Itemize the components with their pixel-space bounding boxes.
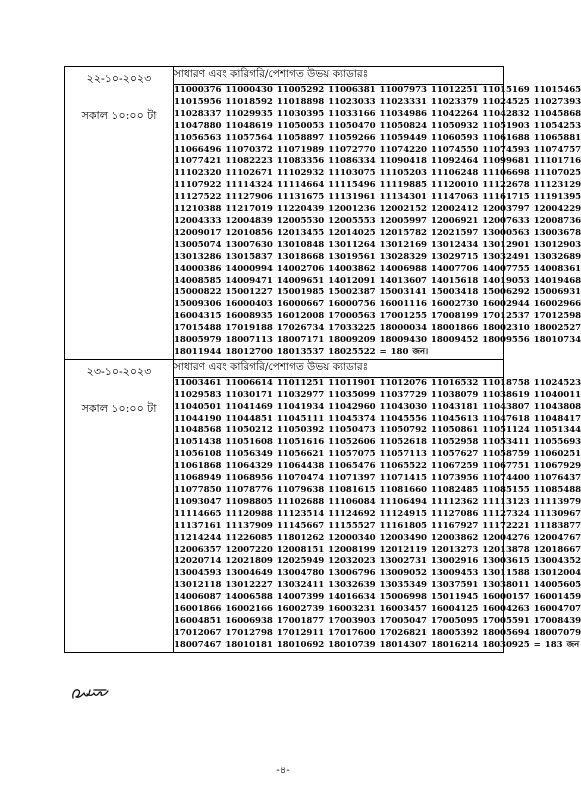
roll-numbers-cell <box>174 377 581 652</box>
roll-number-line: 11056108 11056349 11056621 11057075 11057113 11057627 11058759 11060251 <box>174 449 581 460</box>
roll-number-line: 11000376 11000430 11005292 11006381 11007973 11012251 11015169 11015465 <box>174 85 581 95</box>
roll-numbers-cell <box>174 85 581 360</box>
roll-number-line: 12009017 12010856 12013455 12014025 12015782 12021597 13000563 13003678 <box>174 227 581 238</box>
date-time-cell <box>65 359 174 652</box>
roll-number-line: 11028337 11029935 11030395 11033166 11034986 11042264 11042832 11045868 <box>174 108 581 119</box>
exam-time: সকাল ১০:০০ টা <box>81 109 157 122</box>
roll-number-line: 12004333 12004839 12005530 12005553 12005997 12006921 12007633 12008736 <box>174 215 581 226</box>
roll-number-line: 11068949 11068956 11070474 11071397 11071415 11073956 11074400 11076437 <box>174 473 581 484</box>
roll-number-line: 12020714 12021809 12025949 12032023 13002731 13002916 13003615 13004352 <box>174 556 581 567</box>
roll-number-line: 11066496 11070372 11071989 11072770 11074220 11074550 11074593 11074757 <box>174 144 581 155</box>
candidate-total: = 183 জন <box>533 639 580 650</box>
roll-number-line: 11061868 11064329 11064438 11065476 11065522 11067259 11067751 11067929 <box>174 461 581 472</box>
roll-number-line: 11040501 11041469 11041934 11042960 11043030 11043181 11043807 11043808 <box>174 401 581 412</box>
roll-number-line: 15009306 16000403 16000667 16000756 16001116 16002730 16002944 16002966 <box>174 299 581 310</box>
result-table <box>64 66 581 653</box>
table-header-row <box>65 67 504 85</box>
last-roll-numbers: 18007467 18010181 18010692 18010739 18014307 18016214 18030925 <box>174 639 530 650</box>
last-roll-numbers: 18011944 18012700 18013537 18025522 <box>174 346 376 357</box>
roll-number-line: 14000386 14000994 14002706 14003862 14006988 14007706 14007755 14008361 <box>174 263 581 274</box>
date-time-cell <box>65 67 174 360</box>
roll-number-line: 11127522 11127906 11131675 11131961 11134301 11147063 11161715 11191395 <box>174 192 581 203</box>
roll-number-line: 11114665 11120988 11123514 11124692 11124915 11127086 11127324 11130967 <box>174 508 581 519</box>
roll-number-line: 11093047 11098805 11102688 11106084 11106494 11112362 11113123 11113979 <box>174 496 581 507</box>
roll-number-line: 11048568 11050212 11050392 11050473 11050792 11050861 11051124 11051344 <box>174 425 581 436</box>
roll-number-line: 13013286 13015837 13018668 13019561 13028329 13029715 13032491 13032689 <box>174 251 581 262</box>
roll-number-line: 11029583 11030171 11032977 11035099 11037729 11038079 11038619 11040011 <box>174 389 581 400</box>
roll-number-line: 14006087 14006588 14007399 14016634 15006998 15011945 16000157 16001459 <box>174 592 581 603</box>
roll-number-line: 11015956 11018592 11018898 11023033 11023331 11023379 11024525 11027393 <box>174 96 581 107</box>
roll-number-line: 17015488 17019188 17026734 17033225 18000034 18001866 18002310 18002527 <box>174 323 581 334</box>
roll-number-line: 11047880 11048619 11050053 11050470 11050824 11050932 11051903 11054253 <box>174 120 581 131</box>
roll-number-line: 18005979 18007113 18007171 18009209 18009430 18009452 18009556 18010734 <box>174 335 581 346</box>
roll-number-line: 11107922 11114324 11114664 11115496 11119885 11120010 11122678 11123129 <box>174 180 581 191</box>
exam-date: ২২-১০-২০২৩ <box>86 72 152 85</box>
exam-time: সকাল ১০:০০ টা <box>81 401 157 415</box>
roll-number-line: 13004593 13004649 13004780 13006796 13009052 13009453 13011588 13012004 <box>174 568 581 579</box>
candidate-total: = 180 জন। <box>379 346 429 357</box>
roll-number-line: 16001866 16002166 16002739 16003231 16003457 16004125 16004263 16004707 <box>174 604 581 615</box>
roll-number-line: 11210388 11217019 11220439 12001236 12002152 12002412 12003797 12004229 <box>174 204 581 215</box>
roll-number-line: 15000822 15001227 15001985 15002387 15003141 15003418 15006292 15006931 <box>174 287 581 298</box>
roll-number-line: 16004315 16008935 16012008 17000563 17001255 17008199 17012537 17012598 <box>174 311 581 322</box>
roll-number-line: 11102320 11102671 11102932 11103075 11105203 11106248 11106698 11107025 <box>174 168 581 179</box>
roll-number-line: 16004851 16006938 17001877 17003903 17005047 17005095 17005591 17008439 <box>174 615 581 626</box>
roll-number-line: 11003461 11006614 11011251 11011901 11012076 11016532 11018758 11024523 <box>174 377 581 388</box>
roll-number-line: 14008585 14009471 14009651 14012091 14013607 14015618 14019053 14019468 <box>174 275 581 286</box>
roll-number-line: 11077421 11082223 11083356 11086334 11090418 11092464 11099681 11101716 <box>174 156 581 167</box>
signature-image <box>70 686 114 702</box>
roll-number-line: 11056563 11057564 11058897 11059266 11059449 11060593 11061688 11065881 <box>174 132 581 143</box>
roll-number-line: 17012067 17012798 17012911 17017600 17026821 18005392 18005694 18007079 <box>174 627 581 638</box>
roll-number-last-line <box>174 347 503 359</box>
roll-number-line: 11044190 11044851 11045111 11045374 11045556 11045613 11047618 11048417 <box>174 413 581 424</box>
roll-number-line: 13005074 13007630 13010848 13011264 13012169 13012434 13012901 13012903 <box>174 239 581 250</box>
roll-number-line: 13012118 13012227 13032411 13032639 13035349 13037591 13038011 14005605 <box>174 580 581 591</box>
roll-number-line: 11137161 11137909 11145667 11155527 11161805 11167927 11172221 11183877 <box>174 520 581 531</box>
cadre-heading: সাধারণ এবং কারিগরি/পেশাগত উভয় ক্যাডারঃ <box>174 359 504 377</box>
roll-number-line: 12006357 12007220 12008151 12008199 12012119 12013273 12013878 12018667 <box>174 544 581 555</box>
roll-number-line: 11214244 11226085 11801262 12000340 12003490 12003862 12004276 12004767 <box>174 532 581 543</box>
roll-number-last-line <box>174 639 580 652</box>
roll-number-line: 11051438 11051608 11051616 11052606 11052618 11052958 11053411 11055693 <box>174 437 581 448</box>
table-header-row <box>65 359 504 377</box>
page-number: -৪- <box>276 765 290 776</box>
cadre-heading: সাধারণ এবং কারিগরি/পেশাগত উভয় ক্যাডারঃ <box>174 67 504 85</box>
roll-number-line: 11077850 11078776 11079638 11081615 11081660 11082485 11085155 11085488 <box>174 485 581 495</box>
exam-date: ২৩-১০-২০২৩ <box>86 364 152 378</box>
